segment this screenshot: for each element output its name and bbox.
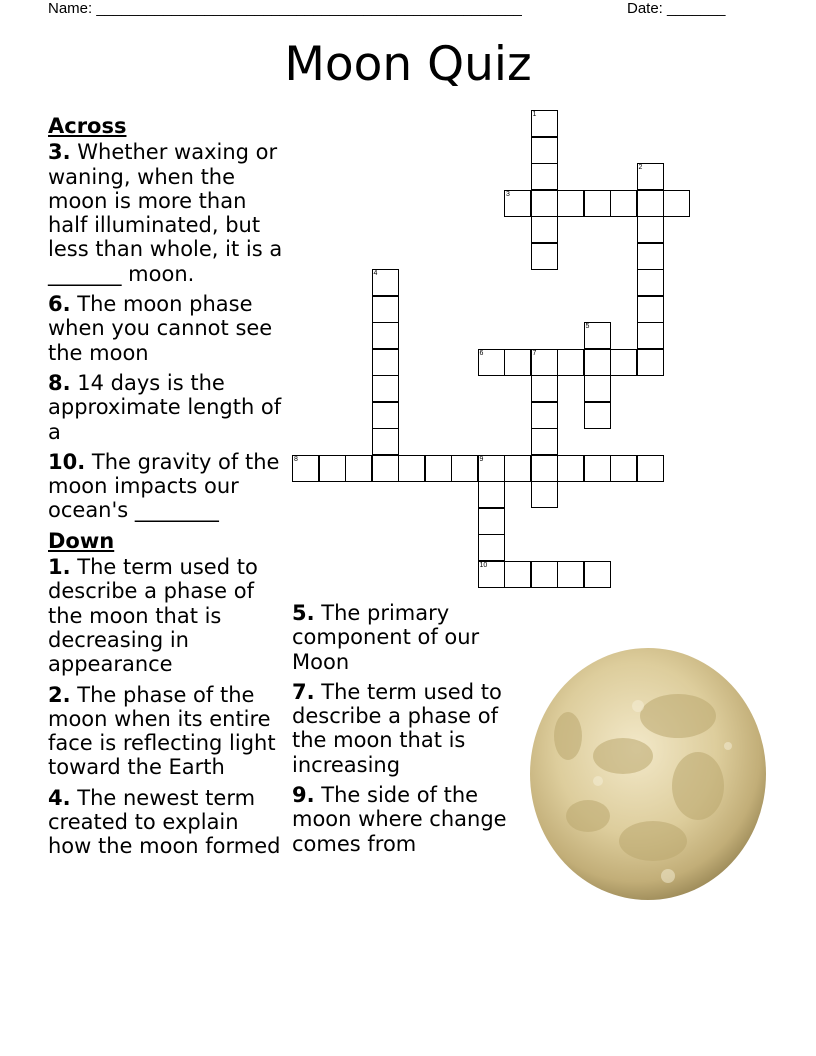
crossword-cell[interactable] [531, 110, 558, 137]
crossword-cell[interactable] [478, 534, 505, 561]
crossword-cell[interactable] [610, 190, 637, 217]
moon-crater [724, 742, 732, 750]
crossword-cell[interactable] [319, 455, 346, 482]
clue-number: 5. [292, 601, 315, 625]
clue-down-5 [292, 601, 522, 674]
cell-number: 8 [294, 455, 298, 463]
crossword-cell[interactable] [637, 296, 664, 323]
crossword-cell[interactable] [531, 137, 558, 164]
crossword-cell[interactable] [425, 455, 452, 482]
crossword-cell[interactable] [372, 322, 399, 349]
crossword-cell[interactable] [372, 402, 399, 429]
crossword-cell[interactable] [478, 455, 505, 482]
clue-text: The term used to describe a phase of the moon that is decreasing in appearance [48, 555, 258, 677]
crossword-cell[interactable] [504, 455, 531, 482]
moon-mare [593, 738, 653, 774]
crossword-cell[interactable] [478, 481, 505, 508]
moon-disc [530, 648, 766, 900]
crossword-cell[interactable] [398, 455, 425, 482]
crossword-cell[interactable] [531, 402, 558, 429]
moon-crater [593, 776, 603, 786]
crossword-cell[interactable] [637, 349, 664, 376]
crossword-cell[interactable] [637, 455, 664, 482]
crossword-cell[interactable] [637, 322, 664, 349]
moon-mare [619, 821, 687, 861]
cell-number: 4 [373, 270, 378, 277]
crossword-cell[interactable] [584, 375, 611, 402]
crossword-cell[interactable] [557, 455, 584, 482]
crossword-cell[interactable] [372, 375, 399, 402]
clue-number: 3. [48, 140, 71, 165]
cell-number: 10 [479, 561, 488, 569]
crossword-cell[interactable] [610, 349, 637, 376]
crossword-cell[interactable] [372, 349, 399, 376]
crossword-cell[interactable] [372, 455, 399, 482]
crossword-cell[interactable] [531, 216, 558, 243]
date-field[interactable]: Date: _______ [627, 0, 726, 17]
clue-down-9 [292, 783, 522, 856]
across-heading: Across [48, 114, 127, 138]
cell-number: 7 [532, 349, 537, 357]
clue-number: 6. [48, 292, 71, 317]
clue-number: 4. [48, 785, 71, 810]
moon-crater [661, 869, 675, 883]
crossword-cell[interactable] [478, 561, 505, 588]
crossword-cell[interactable] [637, 216, 664, 243]
page-title: Moon Quiz [284, 37, 532, 92]
clue-text: 14 days is the approximate length of a [48, 370, 282, 444]
cell-number: 3 [506, 190, 510, 198]
clue-text: The newest term created to explain how the moon formed [48, 785, 281, 859]
crossword-cell[interactable] [372, 269, 399, 296]
clue-text: The term used to describe a phase of the moon that is increasing [292, 679, 502, 777]
clue-number: 7. [292, 679, 315, 704]
cell-number: 9 [479, 455, 484, 463]
crossword-cell[interactable] [531, 561, 558, 588]
crossword-cell[interactable] [584, 349, 611, 376]
clue-number: 1. [48, 555, 71, 580]
crossword-cell[interactable] [345, 455, 372, 482]
crossword-cell[interactable] [584, 402, 611, 429]
clue-number: 2. [48, 682, 71, 707]
cell-number: 5 [585, 323, 590, 330]
crossword-cell[interactable] [531, 349, 558, 376]
clue-column-middle [292, 601, 522, 862]
crossword-cell[interactable] [531, 455, 558, 482]
crossword-cell[interactable] [531, 481, 558, 508]
crossword-cell[interactable] [663, 190, 690, 217]
crossword-cell[interactable] [372, 296, 399, 323]
clue-number: 9. [292, 783, 315, 808]
moon-mare [554, 712, 582, 760]
crossword-cell[interactable] [451, 455, 478, 482]
clue-text: Whether waxing or waning, when the moon is more than half illuminated, but less than whole, it is a _______ moon. [48, 140, 283, 286]
clue-down-2 [48, 683, 284, 780]
crossword-cell[interactable] [584, 190, 611, 217]
crossword-cell[interactable] [292, 455, 319, 482]
crossword-cell[interactable] [504, 561, 531, 588]
crossword-cell[interactable] [557, 561, 584, 588]
moon-mare [672, 752, 724, 820]
crossword-cell[interactable] [504, 190, 531, 217]
clue-number: 8. [48, 370, 71, 395]
crossword-cell[interactable] [584, 322, 611, 349]
crossword-cell[interactable] [584, 561, 611, 588]
crossword-cell[interactable] [637, 243, 664, 270]
crossword-cell[interactable] [610, 455, 637, 482]
clue-text: The moon phase when you cannot see the moon [48, 292, 273, 365]
clue-number: 10. [48, 449, 86, 474]
down-heading: Down [48, 528, 115, 553]
crossword-cell[interactable] [637, 269, 664, 296]
clue-text: The phase of the moon when its entire face is reflecting light toward the Earth [48, 682, 276, 780]
crossword-cell[interactable] [531, 190, 558, 217]
crossword-cell[interactable] [531, 163, 558, 190]
clue-down-7 [292, 680, 522, 777]
clue-text: The gravity of the moon impacts our ocean's ________ [48, 449, 280, 523]
crossword-cell[interactable] [531, 428, 558, 455]
crossword-cell[interactable] [531, 375, 558, 402]
clue-text: The side of the moon where change comes from [292, 783, 507, 856]
crossword-cell[interactable] [584, 455, 611, 482]
crossword-cell[interactable] [637, 163, 664, 190]
crossword-cell[interactable] [478, 508, 505, 535]
crossword-cell[interactable] [557, 349, 584, 376]
crossword-cell[interactable] [557, 190, 584, 217]
moon-image [528, 646, 768, 902]
crossword-cell[interactable] [531, 243, 558, 270]
cell-number: 1 [532, 111, 537, 118]
crossword-cell[interactable] [372, 428, 399, 455]
clue-down-4 [48, 786, 284, 859]
cell-number: 6 [479, 349, 484, 357]
crossword-cell[interactable] [637, 190, 664, 217]
clue-text: The primary component of our Moon [292, 601, 480, 674]
moon-mare [640, 694, 716, 738]
crossword-cell[interactable] [478, 349, 505, 376]
moon-mare [566, 800, 610, 832]
crossword-cell[interactable] [504, 349, 531, 376]
cell-number: 2 [638, 164, 643, 171]
moon-crater [632, 700, 644, 712]
name-field[interactable]: Name: ___________________________________________________ [48, 0, 522, 17]
